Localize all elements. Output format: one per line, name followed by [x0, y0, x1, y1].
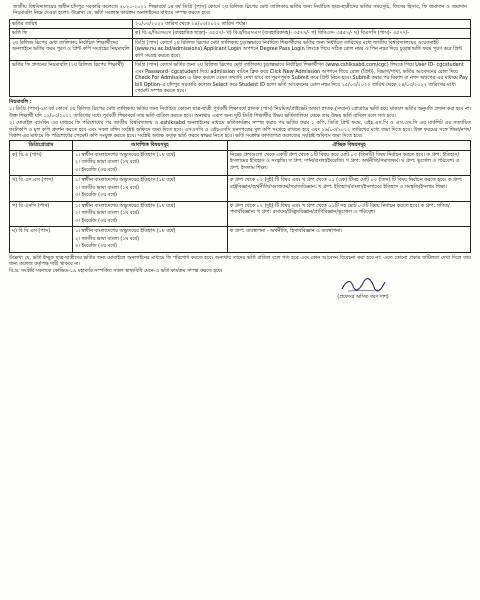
info-value: ক) বি.এ/বিএসএস (ব্যবহারিক ছাড়া)- ৩৫৫৭/- খ) বিএ/বিএসএস (ব্যবহারিকসহ)- ৩৫৭৭/- গ) বিবিএস- ৩৫৫৭/- ঘ) বিএসসি (পাস)- ৩৫৭৭/- — [133, 29, 471, 38]
table-row — [10, 176, 471, 201]
elective-cell: ক গ্রুপ থেকে ০২ (দুই) টি বিষয় এবং খ গ্রুপ থেকে ০১ (এক) টিসহ মোট ০৩ (তিন) টি বিষয় নির্বাচন করতে হবে। ক গ্রুপ: রাষ্ট্রবিজ্ঞান/অর্থনীতি/সমাজকর্ম/সমাজবিজ্ঞান। খ গ্রুপ: ইতিহাস/বাংলা/ইসলামের ইতিহাস ও সংস্কৃতি/ইসলাম শিক্ষা। — [228, 176, 471, 201]
info-row-form — [10, 38, 471, 60]
subject-table-header — [10, 141, 471, 150]
info-value: ডিগ্রি (পাস) কোর্সে ভর্তির জন্য ২য় রিলিজ স্লিপের মেধা তালিকায় চূড়ান্তভাবে নির্বাচিত শিক্ষার্থীগণ (www.cshiksabd.com/cgc) লিংকে গিয়ে User ID- cgcstudent এবং Password- cgcstudent দিয়ে admission বাটনে ক্লিক করে Click New Admission অপশনে গিয়ে রোল (প্রিন্ট), বিভাগ/শাখা, ভর্তির আবেদনের রোল দিয়ে Check For Admission এ ক্লিক করলে যেসব তথ্যাদি দেখা যাবে তা পূরণপূর্বক Submit করে প্রিন্ট নিতে হবে। Submit করার পর বিকাশ বা নগদ অ্যাপের এর মাধ্যমে Pay bill Option-এ চাঁদপুর সরকারি কলেজ Select করে Student ID হলো ভর্তি আবেদনের রোল নম্বর দিয়ে ১৫/০৩/২০২২ তারিখ থেকে ২৪/০৩/২০২২ তারিখের মধ্যে পেমেন্ট সম্পন্ন করতে হবে। — [133, 61, 471, 96]
col-header-program: ডিগ্রিপ্রোগ্রাম — [10, 141, 73, 150]
list-item: ১। স্বাধীন বাংলাদেশের অভ্যুদয়ের ইতিহাস (১ম বর্ষে) — [75, 177, 176, 184]
info-label: ২য় রিলিজ স্লিপের মেধা তালিকায় নির্বাচিত শিক্ষার্থীদের অনলাইনে ভর্তির ফরম পূরণ ও প্রিন্ট কপি সংগ্রহের নিয়মাবলি — [10, 38, 133, 60]
table-row — [10, 150, 471, 175]
list-item: ৩। ইংরেজি (৩য় বর্ষে) — [75, 166, 117, 173]
col-header-elective: ঐচ্ছিক বিষয়সমূহ — [228, 141, 471, 150]
program-cell: ক) বি.এ (পাস) — [10, 150, 73, 175]
program-cell: গ) বি এসসি (পাস) — [10, 201, 73, 226]
list-item: ২। জাতীয় ভাষা বাংলা (১ম বর্ষে) — [75, 235, 140, 242]
intro-paragraph: জাতীয় বিশ্ববিদ্যালয়ের অধীন চাঁদপুর সরকারি কলেজে ২০২০-২০২১ শিক্ষাবর্ষে ১ম বর্ষ ডিগ্রি (পাস) কোর্সে ২য় রিলিজ স্লিপের মেধা তালিকায় ভর্তির জন্য নির্বাচিত ছাত্র-ছাত্রীদের ভর্তির সময়সূচি, ফিসের হিসাব, ফি জমাদান ও জমাদান নিয়মাবলি নিম্নে দেওয়া হলো। উল্লেখ্য যে, ভর্তি সংক্রান্ত কার্যক্রম অনলাইনের মাধ্যমে সম্পন্ন করতে হবে। — [13, 4, 467, 17]
list-item: ১। স্বাধীন বাংলাদেশের অভ্যুদয়ের ইতিহাস (১ম বর্ষে) — [75, 228, 176, 235]
list-item: ২। জাতীয় ভাষা বাংলা (১ম বর্ষে) — [75, 184, 140, 191]
notes-section — [9, 255, 471, 275]
program-cell: ঘ) বি বি এস (পাস) — [10, 227, 73, 252]
compulsory-cell — [73, 201, 228, 226]
elective-cell: ক গ্রুপ থেকে ০২ (দুই) টি বিষয় এবং খ গ্রুপ থেকে ০১টি সহ মোট ০৩টি বিষয় নির্বাচন করতে হবে। ক গ্রুপ: গণিত/পদার্থবিজ্ঞান। খ গ্রুপ: রসায়ন/উদ্ভিদবিজ্ঞান/প্রাণিবিজ্ঞান/ভূগোল ও পরিবেশ। — [228, 201, 471, 226]
list-item: ২। জাতীয় ভাষা বাংলা (১ম বর্ষে) — [75, 210, 140, 217]
elective-cell: নিম্নের গ্রুপগুলো থেকে একটি গ্রুপ থেকে ১টি বিষয় করে মোট ০৩ (তিনটি) বিষয় নির্বাচন করতে হবে। ক গ্রুপ: ইতিহাস/ইসলামের ইতিহাস ও সংস্কৃতি। খ গ্রুপ: দর্শন/বাংলা/ইংরেজি। গ গ্রুপ: অর্থনীতি/সমাজকর্ম। ঘ গ্রুপ: ভূগোল ও পরিবেশ। ঙ গ্রুপ: ইসলাম শিক্ষা। — [228, 150, 471, 175]
compulsory-cell — [73, 227, 228, 252]
rules-heading: নিয়মাবলি : — [9, 98, 32, 105]
list-item: ৩। ইংরেজি (৩য় বর্ষে) — [75, 243, 117, 250]
admission-info-table — [9, 19, 471, 97]
info-label: ভর্তি ফি — [10, 29, 133, 38]
col-header-compulsory: আবশ্যিক বিষয়সমূহ — [73, 141, 228, 150]
table-row — [10, 201, 471, 226]
list-item: ৩। ইংরেজি (৩য় বর্ষে) — [75, 217, 117, 224]
signature-mark — [303, 276, 423, 294]
rule-paragraph: ২। মোবাইল ব্যাংকিং এর মাধ্যমে ফি পরিশোধের পর জাতীয় বিশ্ববিদ্যালয় ও eshiksabd অনলাইনের মাধ্যমে ভর্তিকার্যক্রম সম্পন্ন করার পর ভর্তির ফরম ১ কপি, ডিগ্রি প্রিন্ট ফরম, এইচ.এস.সি ও এস.এস.সি এর মার্কশিট এর সত্যায়িত ফটোকপি ও মূল কপি প্রদর্শন করতে হবে এবং সকল রশিদ সংশ্লিষ্ট অফিসে জমা দিতে হবে। এসএসসি ও এইচএসসি সনদপত্রের মূল কপি সংগ্রহে রাখতে হবে এবং ২৬/০৩/২০২২ তারিখের মধ্যে জমা দিতে হবে। উক্ত ফরমের সঙ্গে শিক্ষা/নগদ/বিকাশ এর মাধ্যমে ফি পরিশোধের পেমেন্ট কপি সংযুক্ত করতে হবে। সংশ্লিষ্ট অধ্যক্ষ কর্তৃক ভর্তি ফরমে স্বাক্ষর নিতে হবে। ভর্তি সংক্রান্ত কাগজপত্র কলেজের সংশ্লিষ্ট অফিসে জমা দিতে হবে। — [9, 120, 471, 139]
info-value: ডিগ্রি (পাস) কোর্সে ২য় রিলিজ স্লিপের মেধা তালিকায় চূড়ান্তভাবে নির্বাচিত শিক্ষার্থীদের ভর্তির জন্য নির্ধারিত তারিখের মধ্যে জাতীয় বিশ্ববিদ্যালয়ের ওয়েবসাইট (www.nu.ac.bd/admissions) Applicant Login অপশনে Degree Pass Login লিংকে গিয়ে সঠিক রোল নম্বর ও পিন নম্বর দিয়ে চূড়ান্ত ভর্তি ফরম পূরণ করে প্রিন্ট কপি সংগ্রহ করতে হবে। — [133, 38, 471, 60]
info-label: ভর্তির তারিখ — [10, 19, 133, 28]
info-value: ২০/০৩/২০২২ তারিখ থেকে ২৪/০৩/২০২২ তারিখ পর্যন্ত। — [133, 19, 471, 28]
signatory-name: (প্রফেসর অসিত বরণ দাশ) — [337, 293, 389, 300]
list-item: ৩। ইংরেজি (৩য় বর্ষে) — [75, 192, 117, 199]
info-row-fee — [10, 29, 471, 38]
table-row — [10, 227, 471, 252]
subject-table — [9, 140, 471, 252]
rule-paragraph: ১। ডিগ্রি (পাস)-১ম বর্ষ কোর্সে ২য় রিলিজ স্লিপের মেধা তালিকায় ভর্তির জন্য নির্বাচিত কোনো ছাত্র-ছাত্রী পূর্ববর্তী শিক্ষাবর্ষে স্নাতক (পাস) নিয়মিত/প্রাইভেট অথবা স্নাতক (সম্মান) প্রোগ্রামে ভর্তি হয়ে থাকলে ভর্তির অনুমতি প্রদান করা হবে না। উক্ত শিক্ষার্থী যদি ২২/০৩/২০২২ তারিখের মধ্যে পূর্ববর্তী শিক্ষাবর্ষে তার ভর্তি বাতিল করতে হবে। অন্যথায় এরূপ অন্য দুটি ডিগ্রি শিক্ষার্থীর উভয় ভর্তিতালিকা থেকে তার উভয় ভর্তি বাতিল বলে গণ্য হবে। — [9, 106, 471, 119]
note-paragraph: উল্লেখ্য যে, ভর্তি ইচ্ছুক ছাত্র-ছাত্রীদের ভর্তির জন্য মোবাইলে অনলাইনের মাধ্যমে ফি পরিশোধ করতে হবে। অন্যথায় তাদের ভর্তি বাতিল বলে গণ্য হবে এবং কোন আবেদন বিবেচনা করা হবে না। এতে কোনো প্রকার জটিলতা দেখা দিলে তার জন্য কলেজ কর্তৃপক্ষ দায়ী থাকবে না। — [9, 254, 471, 267]
signature-block — [303, 276, 423, 300]
list-item: ১। স্বাধীন বাংলাদেশের অভ্যুদয়ের ইতিহাস (১ম বর্ষে) — [75, 151, 176, 158]
compulsory-cell — [73, 176, 228, 201]
document-page — [9, 0, 471, 300]
elective-cell: ক গ্রুপ: ব্যবস্থাপনা - অর্থনীতি, হিসাববিজ্ঞান ও ব্যবস্থাপনা। — [228, 227, 471, 252]
info-row-date — [10, 19, 471, 28]
list-item: ১। স্বাধীন বাংলাদেশের অভ্যুদয়ের ইতিহাস (১ম বর্ষে) — [75, 202, 176, 209]
list-item: ২। জাতীয় ভাষা বাংলা (১ম বর্ষে) — [75, 159, 140, 166]
compulsory-cell — [73, 150, 228, 175]
program-cell: খ) বি এস এস (পাস) — [10, 176, 73, 201]
note-paragraph: বি.দ্র. সংশ্লিষ্ট সকলকে কোভিড-১৯ মহামারি সম্পর্কিত সকল স্বাস্থ্যবিধি মেনে-এ ভর্তি কার্যক্রম সম্পন্ন করতে হবে। — [9, 268, 223, 275]
info-row-payment — [10, 61, 471, 96]
info-label: ভর্তির ফি প্রদানের নিয়মাবলি (২য় রিলিজ স্লিপের শিক্ষার্থী) — [10, 61, 133, 96]
